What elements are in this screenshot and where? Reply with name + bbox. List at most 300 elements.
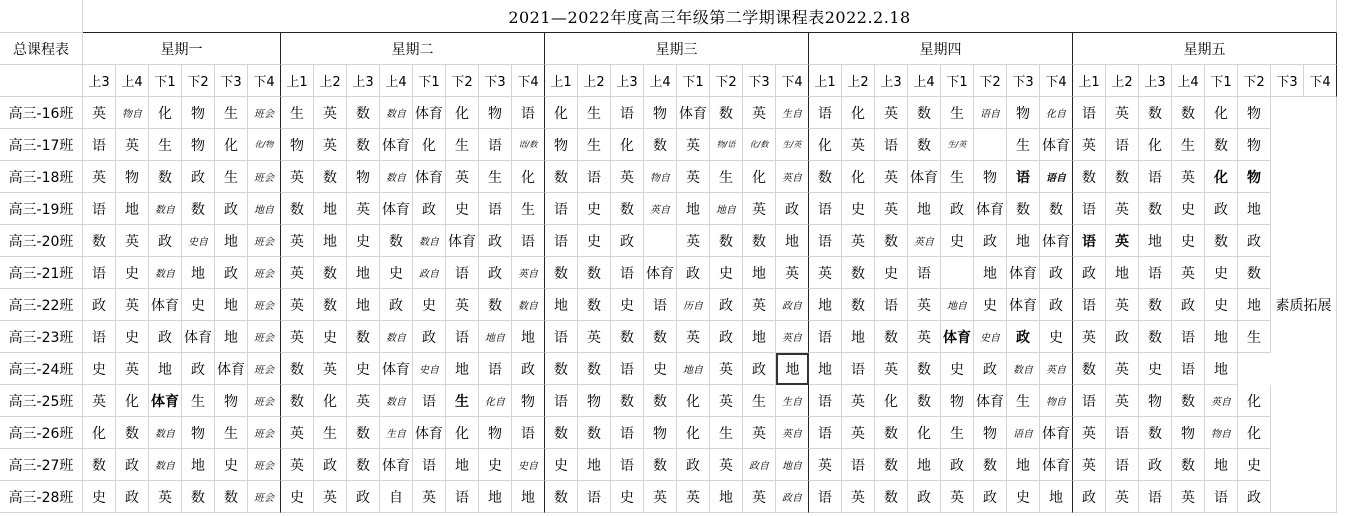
schedule-cell[interactable]: 班会 xyxy=(248,353,281,385)
schedule-cell[interactable]: 英 xyxy=(446,289,479,321)
schedule-cell[interactable]: 英 xyxy=(83,97,116,129)
schedule-cell[interactable]: 政 xyxy=(182,353,215,385)
schedule-cell[interactable]: 语 xyxy=(809,481,842,513)
schedule-cell[interactable]: 化/物 xyxy=(248,129,281,161)
schedule-cell[interactable]: 数 xyxy=(545,257,578,289)
schedule-cell[interactable]: 政 xyxy=(710,321,743,353)
schedule-cell[interactable]: 数 xyxy=(83,225,116,257)
schedule-cell[interactable]: 体育 xyxy=(908,161,941,193)
schedule-cell[interactable]: 英 xyxy=(1172,481,1205,513)
schedule-cell[interactable]: 英 xyxy=(347,385,380,417)
schedule-cell[interactable]: 语 xyxy=(512,225,545,257)
schedule-cell[interactable]: 语 xyxy=(446,321,479,353)
schedule-cell[interactable]: 英 xyxy=(1106,193,1139,225)
schedule-cell[interactable]: 体育 xyxy=(446,225,479,257)
schedule-cell[interactable]: 英 xyxy=(611,161,644,193)
schedule-cell[interactable]: 体育 xyxy=(974,193,1007,225)
schedule-cell[interactable]: 物 xyxy=(182,129,215,161)
schedule-cell[interactable]: 班会 xyxy=(248,417,281,449)
schedule-cell[interactable]: 政 xyxy=(710,289,743,321)
schedule-cell[interactable]: 语 xyxy=(1205,481,1238,513)
schedule-cell[interactable]: 物自 xyxy=(1040,385,1073,417)
schedule-cell[interactable]: 英 xyxy=(578,321,611,353)
schedule-cell[interactable]: 数自 xyxy=(149,193,182,225)
schedule-cell[interactable]: 语 xyxy=(479,129,512,161)
schedule-cell[interactable]: 语 xyxy=(545,385,578,417)
schedule-cell[interactable]: 物 xyxy=(512,385,545,417)
schedule-cell[interactable]: 语 xyxy=(875,289,908,321)
schedule-cell[interactable]: 数 xyxy=(545,161,578,193)
schedule-cell[interactable]: 数 xyxy=(1139,97,1172,129)
schedule-cell[interactable]: 英 xyxy=(347,193,380,225)
schedule-cell[interactable]: 体育 xyxy=(149,289,182,321)
schedule-cell[interactable]: 化 xyxy=(446,97,479,129)
schedule-cell[interactable]: 政 xyxy=(182,161,215,193)
schedule-cell[interactable]: 数 xyxy=(1040,193,1073,225)
schedule-cell[interactable]: 史 xyxy=(941,353,974,385)
schedule-cell[interactable]: 地 xyxy=(809,289,842,321)
schedule-cell[interactable]: 政 xyxy=(1106,321,1139,353)
schedule-cell[interactable]: 体育 xyxy=(149,385,182,417)
schedule-cell[interactable]: 数 xyxy=(710,225,743,257)
schedule-cell[interactable]: 数 xyxy=(578,257,611,289)
schedule-cell[interactable]: 数 xyxy=(1139,193,1172,225)
schedule-cell[interactable]: 物 xyxy=(974,417,1007,449)
schedule-cell[interactable]: 物 xyxy=(479,97,512,129)
schedule-cell[interactable]: 数 xyxy=(875,449,908,481)
schedule-cell[interactable]: 体育 xyxy=(677,97,710,129)
schedule-cell[interactable]: 地 xyxy=(743,257,776,289)
schedule-cell[interactable]: 政 xyxy=(149,225,182,257)
schedule-cell[interactable]: 史 xyxy=(1205,289,1238,321)
schedule-cell[interactable]: 地 xyxy=(215,289,248,321)
schedule-cell[interactable]: 英自 xyxy=(512,257,545,289)
schedule-cell[interactable]: 语 xyxy=(611,449,644,481)
schedule-cell[interactable]: 英 xyxy=(710,353,743,385)
schedule-cell[interactable]: 化 xyxy=(677,385,710,417)
schedule-cell[interactable]: 政 xyxy=(1238,481,1271,513)
schedule-cell[interactable]: 英 xyxy=(314,353,347,385)
schedule-cell[interactable]: 英 xyxy=(677,321,710,353)
schedule-cell[interactable]: 史 xyxy=(941,225,974,257)
schedule-cell[interactable]: 英自 xyxy=(776,417,809,449)
schedule-cell[interactable]: 数 xyxy=(545,353,578,385)
schedule-cell[interactable]: 体育 xyxy=(380,193,413,225)
schedule-cell[interactable]: 地 xyxy=(347,289,380,321)
schedule-cell[interactable]: 物自 xyxy=(116,97,149,129)
schedule-cell[interactable]: 数 xyxy=(611,193,644,225)
schedule-cell[interactable]: 史 xyxy=(347,225,380,257)
schedule-cell[interactable]: 化 xyxy=(809,129,842,161)
schedule-cell[interactable]: 生 xyxy=(743,385,776,417)
schedule-cell[interactable]: 政 xyxy=(1007,321,1040,353)
schedule-cell[interactable]: 英 xyxy=(842,417,875,449)
schedule-cell[interactable]: 语 xyxy=(809,417,842,449)
schedule-cell[interactable]: 数 xyxy=(875,481,908,513)
schedule-cell[interactable]: 史自 xyxy=(182,225,215,257)
schedule-cell[interactable]: 体育 xyxy=(974,385,1007,417)
schedule-cell[interactable]: 地 xyxy=(743,321,776,353)
schedule-cell[interactable]: 化 xyxy=(1205,97,1238,129)
schedule-cell[interactable]: 数 xyxy=(644,449,677,481)
schedule-cell[interactable]: 语 xyxy=(1106,417,1139,449)
schedule-cell[interactable]: 史 xyxy=(413,289,446,321)
schedule-cell[interactable]: 英 xyxy=(908,321,941,353)
schedule-cell[interactable]: 英 xyxy=(776,257,809,289)
schedule-cell[interactable]: 英 xyxy=(314,481,347,513)
schedule-cell[interactable]: 语 xyxy=(1007,161,1040,193)
schedule-cell[interactable]: 英 xyxy=(875,97,908,129)
schedule-cell[interactable]: 生/英 xyxy=(776,129,809,161)
schedule-cell[interactable]: 数 xyxy=(116,417,149,449)
schedule-cell[interactable]: 史 xyxy=(578,225,611,257)
schedule-cell[interactable]: 生/英 xyxy=(941,129,974,161)
schedule-cell[interactable]: 地自 xyxy=(776,449,809,481)
schedule-cell[interactable]: 语 xyxy=(1073,193,1106,225)
schedule-cell[interactable]: 英 xyxy=(116,289,149,321)
schedule-cell[interactable]: 地自 xyxy=(677,353,710,385)
schedule-cell[interactable]: 数 xyxy=(1205,225,1238,257)
schedule-cell[interactable]: 语 xyxy=(1139,257,1172,289)
schedule-cell[interactable]: 地 xyxy=(446,449,479,481)
schedule-cell[interactable]: 英 xyxy=(1106,97,1139,129)
schedule-cell[interactable]: 体育 xyxy=(380,449,413,481)
schedule-cell[interactable]: 政 xyxy=(413,321,446,353)
schedule-cell[interactable]: 化 xyxy=(545,97,578,129)
schedule-cell[interactable]: 语 xyxy=(1172,321,1205,353)
schedule-cell[interactable]: 班会 xyxy=(248,225,281,257)
schedule-cell[interactable]: 史 xyxy=(545,449,578,481)
schedule-cell[interactable]: 数 xyxy=(182,481,215,513)
schedule-cell[interactable]: 语/数 xyxy=(512,129,545,161)
schedule-cell[interactable]: 体育 xyxy=(1040,449,1073,481)
schedule-cell[interactable]: 数 xyxy=(281,353,314,385)
schedule-cell[interactable]: 语 xyxy=(842,353,875,385)
schedule-cell[interactable]: 语 xyxy=(809,225,842,257)
schedule-cell[interactable]: 物 xyxy=(1139,385,1172,417)
schedule-cell[interactable]: 地自 xyxy=(248,193,281,225)
schedule-cell[interactable]: 化 xyxy=(908,417,941,449)
schedule-cell[interactable]: 史 xyxy=(83,353,116,385)
schedule-cell[interactable]: 地 xyxy=(545,289,578,321)
schedule-cell[interactable]: 数自 xyxy=(413,225,446,257)
schedule-cell[interactable]: 政 xyxy=(611,225,644,257)
schedule-cell[interactable]: 史 xyxy=(1040,321,1073,353)
schedule-cell[interactable]: 生 xyxy=(182,385,215,417)
schedule-cell[interactable]: 化自 xyxy=(1040,97,1073,129)
schedule-cell[interactable]: 地 xyxy=(1205,353,1238,385)
schedule-cell[interactable]: 英 xyxy=(149,481,182,513)
schedule-cell[interactable]: 生 xyxy=(578,97,611,129)
schedule-cell[interactable]: 政 xyxy=(908,481,941,513)
schedule-cell[interactable]: 语 xyxy=(1106,449,1139,481)
schedule-cell[interactable]: 物 xyxy=(941,385,974,417)
schedule-cell[interactable]: 数 xyxy=(1205,129,1238,161)
schedule-cell[interactable]: 语自 xyxy=(1007,417,1040,449)
schedule-cell[interactable]: 史 xyxy=(578,193,611,225)
schedule-cell[interactable]: 物 xyxy=(644,417,677,449)
schedule-cell[interactable]: 政 xyxy=(677,257,710,289)
schedule-cell[interactable]: 物 xyxy=(182,417,215,449)
schedule-cell[interactable]: 语 xyxy=(611,353,644,385)
schedule-cell[interactable]: 地 xyxy=(215,225,248,257)
schedule-cell[interactable]: 地 xyxy=(512,321,545,353)
schedule-cell[interactable]: 数 xyxy=(479,289,512,321)
schedule-cell[interactable]: 物 xyxy=(1238,161,1271,193)
schedule-cell[interactable]: 语 xyxy=(83,193,116,225)
schedule-cell[interactable]: 史 xyxy=(710,257,743,289)
schedule-cell[interactable]: 数 xyxy=(1139,417,1172,449)
schedule-cell[interactable]: 数 xyxy=(347,129,380,161)
schedule-cell[interactable]: 物 xyxy=(1238,97,1271,129)
schedule-cell[interactable]: 数 xyxy=(314,257,347,289)
schedule-cell[interactable]: 史 xyxy=(974,289,1007,321)
schedule-cell[interactable]: 生自 xyxy=(776,97,809,129)
schedule-cell[interactable]: 地 xyxy=(974,257,1007,289)
schedule-cell[interactable]: 政 xyxy=(149,321,182,353)
schedule-cell[interactable]: 地 xyxy=(1205,321,1238,353)
schedule-cell[interactable]: 语 xyxy=(446,257,479,289)
schedule-cell[interactable]: 英 xyxy=(1073,449,1106,481)
schedule-cell[interactable]: 物 xyxy=(1238,129,1271,161)
schedule-cell[interactable]: 语 xyxy=(809,385,842,417)
schedule-cell[interactable]: 地 xyxy=(578,449,611,481)
schedule-cell[interactable]: 体育 xyxy=(1007,257,1040,289)
schedule-cell[interactable]: 数 xyxy=(644,129,677,161)
schedule-cell[interactable]: 体育 xyxy=(1007,289,1040,321)
schedule-cell[interactable]: 数 xyxy=(1238,257,1271,289)
schedule-cell[interactable]: 生 xyxy=(215,161,248,193)
schedule-cell[interactable]: 史 xyxy=(842,193,875,225)
schedule-cell[interactable]: 地 xyxy=(908,193,941,225)
schedule-cell[interactable]: 史 xyxy=(347,353,380,385)
schedule-cell[interactable]: 数自 xyxy=(380,385,413,417)
schedule-cell[interactable]: 数 xyxy=(842,257,875,289)
schedule-cell[interactable]: 英 xyxy=(941,481,974,513)
schedule-cell[interactable]: 语自 xyxy=(1040,161,1073,193)
schedule-cell[interactable]: 生 xyxy=(479,161,512,193)
schedule-cell[interactable]: 英 xyxy=(281,161,314,193)
schedule-cell[interactable]: 政 xyxy=(1205,193,1238,225)
schedule-cell[interactable]: 体育 xyxy=(380,129,413,161)
schedule-cell[interactable]: 体育 xyxy=(380,353,413,385)
schedule-cell[interactable]: 语 xyxy=(611,97,644,129)
schedule-cell[interactable]: 英 xyxy=(83,385,116,417)
schedule-cell[interactable]: 地 xyxy=(479,481,512,513)
schedule-cell[interactable]: 物 xyxy=(974,161,1007,193)
schedule-cell[interactable]: 生 xyxy=(446,385,479,417)
schedule-cell[interactable]: 史 xyxy=(446,193,479,225)
schedule-cell[interactable]: 化 xyxy=(116,385,149,417)
schedule-cell[interactable]: 物 xyxy=(116,161,149,193)
schedule-cell[interactable]: 数 xyxy=(281,385,314,417)
schedule-cell[interactable]: 班会 xyxy=(248,161,281,193)
schedule-cell[interactable]: 史 xyxy=(215,449,248,481)
schedule-cell[interactable]: 数 xyxy=(281,193,314,225)
schedule-cell[interactable]: 政 xyxy=(1040,257,1073,289)
schedule-cell[interactable]: 语 xyxy=(83,257,116,289)
schedule-cell[interactable]: 英 xyxy=(1106,289,1139,321)
schedule-cell[interactable] xyxy=(974,129,1007,161)
schedule-cell[interactable]: 英 xyxy=(281,257,314,289)
schedule-cell[interactable]: 政 xyxy=(1073,481,1106,513)
schedule-cell[interactable]: 班会 xyxy=(248,257,281,289)
schedule-cell[interactable]: 语 xyxy=(413,385,446,417)
schedule-cell[interactable]: 政 xyxy=(941,449,974,481)
schedule-cell[interactable]: 英 xyxy=(83,161,116,193)
schedule-cell[interactable]: 英 xyxy=(1172,161,1205,193)
schedule-cell[interactable]: 地 xyxy=(314,225,347,257)
schedule-cell[interactable]: 史 xyxy=(116,257,149,289)
schedule-cell[interactable]: 地 xyxy=(1238,289,1271,321)
schedule-cell[interactable]: 物 xyxy=(479,417,512,449)
schedule-cell[interactable]: 英 xyxy=(875,193,908,225)
schedule-cell[interactable]: 物 xyxy=(182,97,215,129)
schedule-cell[interactable]: 英 xyxy=(116,129,149,161)
schedule-cell[interactable]: 地 xyxy=(710,481,743,513)
schedule-cell[interactable]: 语 xyxy=(1073,289,1106,321)
schedule-cell[interactable]: 数 xyxy=(578,417,611,449)
schedule-cell[interactable]: 语 xyxy=(446,481,479,513)
schedule-cell[interactable]: 数自 xyxy=(1007,353,1040,385)
schedule-cell[interactable]: 生 xyxy=(512,193,545,225)
schedule-cell[interactable]: 生 xyxy=(1238,321,1271,353)
schedule-cell[interactable]: 语 xyxy=(545,225,578,257)
schedule-cell[interactable]: 地 xyxy=(908,449,941,481)
schedule-cell[interactable]: 政 xyxy=(83,289,116,321)
schedule-cell[interactable]: 数 xyxy=(974,449,1007,481)
schedule-cell[interactable]: 语 xyxy=(545,193,578,225)
schedule-cell[interactable]: 英 xyxy=(743,193,776,225)
schedule-cell[interactable]: 数 xyxy=(842,289,875,321)
schedule-cell[interactable]: 数 xyxy=(215,481,248,513)
schedule-cell[interactable]: 英 xyxy=(1073,321,1106,353)
schedule-cell[interactable]: 政 xyxy=(941,193,974,225)
schedule-cell[interactable]: 生 xyxy=(941,161,974,193)
schedule-cell[interactable]: 数自 xyxy=(149,417,182,449)
schedule-cell[interactable]: 英 xyxy=(875,353,908,385)
schedule-cell[interactable]: 政 xyxy=(116,481,149,513)
schedule-cell[interactable]: 数 xyxy=(1172,385,1205,417)
schedule-cell[interactable]: 地 xyxy=(149,353,182,385)
schedule-cell[interactable]: 数 xyxy=(1073,353,1106,385)
schedule-cell[interactable]: 地 xyxy=(776,225,809,257)
schedule-cell[interactable]: 史 xyxy=(1007,481,1040,513)
schedule-cell[interactable]: 史自 xyxy=(512,449,545,481)
schedule-cell[interactable]: 数 xyxy=(578,289,611,321)
schedule-cell[interactable]: 史 xyxy=(116,321,149,353)
schedule-cell[interactable]: 体育 xyxy=(215,353,248,385)
schedule-cell[interactable]: 英 xyxy=(809,257,842,289)
schedule-cell[interactable]: 数 xyxy=(809,161,842,193)
schedule-cell[interactable]: 政 xyxy=(1040,289,1073,321)
schedule-cell[interactable]: 政 xyxy=(974,353,1007,385)
schedule-cell[interactable]: 英 xyxy=(281,449,314,481)
schedule-cell[interactable]: 政 xyxy=(776,193,809,225)
schedule-cell[interactable]: 语 xyxy=(512,417,545,449)
schedule-cell[interactable]: 语 xyxy=(413,449,446,481)
schedule-cell[interactable]: 数 xyxy=(743,225,776,257)
schedule-cell[interactable]: 地 xyxy=(1007,225,1040,257)
schedule-cell[interactable]: 英 xyxy=(281,225,314,257)
schedule-cell[interactable]: 史 xyxy=(182,289,215,321)
schedule-cell[interactable]: 语 xyxy=(578,161,611,193)
schedule-cell[interactable]: 数 xyxy=(710,97,743,129)
schedule-cell[interactable]: 英 xyxy=(1106,225,1139,257)
schedule-cell[interactable]: 数 xyxy=(83,449,116,481)
schedule-cell[interactable]: 英自 xyxy=(776,321,809,353)
schedule-cell[interactable]: 数 xyxy=(908,129,941,161)
schedule-cell[interactable]: 物自 xyxy=(644,161,677,193)
schedule-cell[interactable]: 英 xyxy=(116,353,149,385)
schedule-cell[interactable]: 生 xyxy=(710,161,743,193)
schedule-cell[interactable]: 化 xyxy=(1139,129,1172,161)
schedule-cell[interactable]: 政 xyxy=(974,225,1007,257)
schedule-cell[interactable]: 史 xyxy=(1172,225,1205,257)
schedule-cell[interactable]: 体育 xyxy=(413,417,446,449)
schedule-cell[interactable]: 生 xyxy=(149,129,182,161)
schedule-cell[interactable]: 数 xyxy=(875,417,908,449)
schedule-cell[interactable]: 体育 xyxy=(1040,129,1073,161)
schedule-cell[interactable]: 政 xyxy=(215,193,248,225)
schedule-cell[interactable]: 班会 xyxy=(248,385,281,417)
schedule-cell[interactable]: 数 xyxy=(578,353,611,385)
schedule-cell[interactable]: 语 xyxy=(809,97,842,129)
schedule-cell[interactable]: 语 xyxy=(611,257,644,289)
schedule-cell[interactable]: 物 xyxy=(1007,97,1040,129)
schedule-cell[interactable]: 政 xyxy=(1172,289,1205,321)
schedule-cell[interactable]: 生 xyxy=(1007,129,1040,161)
schedule-cell[interactable]: 物自 xyxy=(1205,417,1238,449)
schedule-cell[interactable]: 史自 xyxy=(974,321,1007,353)
schedule-cell[interactable]: 地 xyxy=(1205,449,1238,481)
schedule-cell[interactable]: 化 xyxy=(611,129,644,161)
schedule-cell[interactable]: 地 xyxy=(1040,481,1073,513)
schedule-cell[interactable]: 化 xyxy=(677,417,710,449)
schedule-cell[interactable]: 地自 xyxy=(710,193,743,225)
schedule-cell[interactable]: 地 xyxy=(347,257,380,289)
schedule-cell[interactable]: 数自 xyxy=(149,449,182,481)
schedule-cell[interactable]: 史 xyxy=(1172,193,1205,225)
schedule-cell[interactable]: 数 xyxy=(908,385,941,417)
schedule-cell[interactable]: 化 xyxy=(512,161,545,193)
schedule-cell[interactable]: 政自 xyxy=(776,481,809,513)
schedule-cell[interactable]: 史 xyxy=(380,257,413,289)
schedule-cell[interactable]: 英 xyxy=(677,225,710,257)
schedule-cell[interactable]: 化/数 xyxy=(743,129,776,161)
schedule-cell[interactable]: 语 xyxy=(1073,385,1106,417)
schedule-cell[interactable]: 政自 xyxy=(743,449,776,481)
schedule-cell[interactable]: 地 xyxy=(809,353,842,385)
schedule-cell[interactable]: 数 xyxy=(1073,161,1106,193)
schedule-cell[interactable]: 政 xyxy=(347,481,380,513)
schedule-cell[interactable]: 英自 xyxy=(1040,353,1073,385)
schedule-cell[interactable]: 化 xyxy=(215,129,248,161)
schedule-cell[interactable]: 英自 xyxy=(776,161,809,193)
schedule-cell[interactable]: 生自 xyxy=(776,385,809,417)
schedule-cell[interactable]: 地 xyxy=(182,257,215,289)
schedule-cell[interactable]: 化 xyxy=(149,97,182,129)
schedule-cell[interactable]: 语 xyxy=(1139,161,1172,193)
schedule-cell[interactable]: 物 xyxy=(347,161,380,193)
schedule-cell[interactable]: 英自 xyxy=(1205,385,1238,417)
schedule-cell[interactable]: 政自 xyxy=(776,289,809,321)
schedule-cell[interactable]: 语 xyxy=(1172,353,1205,385)
schedule-cell[interactable]: 地 xyxy=(1139,225,1172,257)
schedule-cell[interactable]: 语 xyxy=(83,321,116,353)
schedule-cell[interactable]: 语 xyxy=(644,289,677,321)
schedule-cell[interactable]: 体育 xyxy=(644,257,677,289)
